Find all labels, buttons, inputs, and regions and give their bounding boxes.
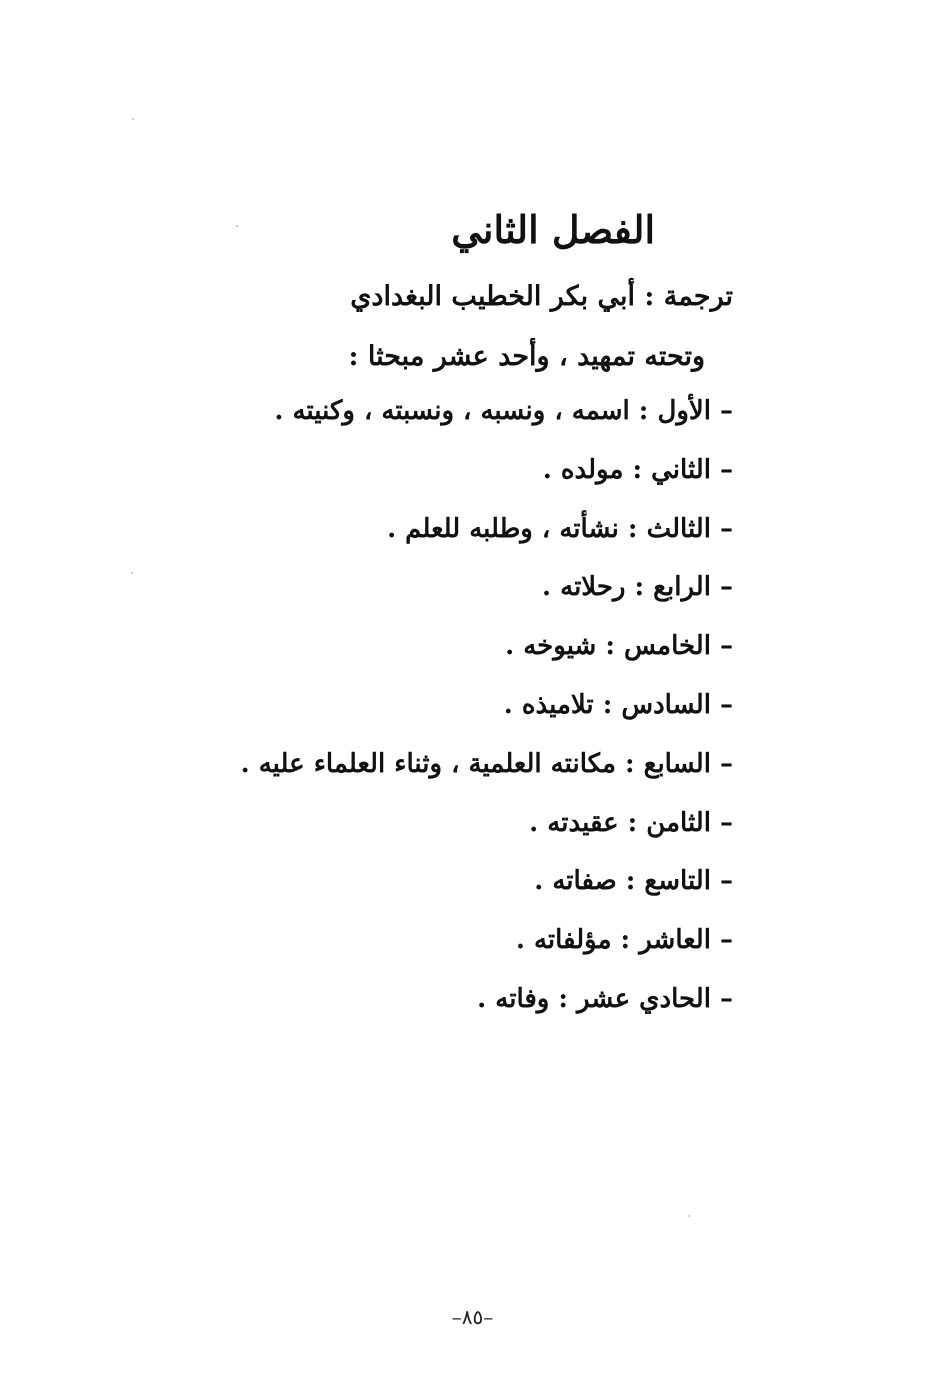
scan-speck: [132, 118, 134, 120]
chapter-subtitle: ترجمة : أبي بكر الخطيب البغدادي: [350, 281, 733, 312]
page-number: –٨٥–: [451, 1305, 494, 1329]
scan-speck: [131, 572, 133, 574]
section-item-6: – السادس : تلاميذه .: [503, 689, 733, 720]
section-item-11: – الحادي عشر : وفاته .: [477, 983, 733, 1014]
sections-list: [173, 382, 733, 1029]
section-item-7: – السابع : مكانته العلمية ، وثناء العلماء عليه .: [240, 748, 733, 779]
section-item-3: – الثالث : نشأته ، وطلبه للعلم .: [387, 513, 733, 544]
section-item-2: – الثاني : مولده .: [542, 454, 733, 485]
section-item-1: – الأول : اسمه ، ونسبه ، ونسبته ، وكنيته .: [274, 396, 733, 426]
section-item-8: – الثامن : عقيدته .: [529, 807, 733, 838]
chapter-title: الفصل الثاني: [451, 207, 655, 252]
section-item-10: – العاشر : مؤلفاته .: [515, 925, 733, 956]
scan-speck: [236, 225, 238, 227]
section-item-5: – الخامس : شيوخه .: [505, 631, 733, 662]
section-item-4: – الرابع : رحلاته .: [542, 572, 733, 603]
section-item-9: – التاسع : صفاته .: [534, 866, 733, 897]
chapter-intro: وتحته تمهيد ، وأحد عشر مبحثا :: [348, 341, 705, 372]
scan-speck: [688, 1215, 690, 1217]
